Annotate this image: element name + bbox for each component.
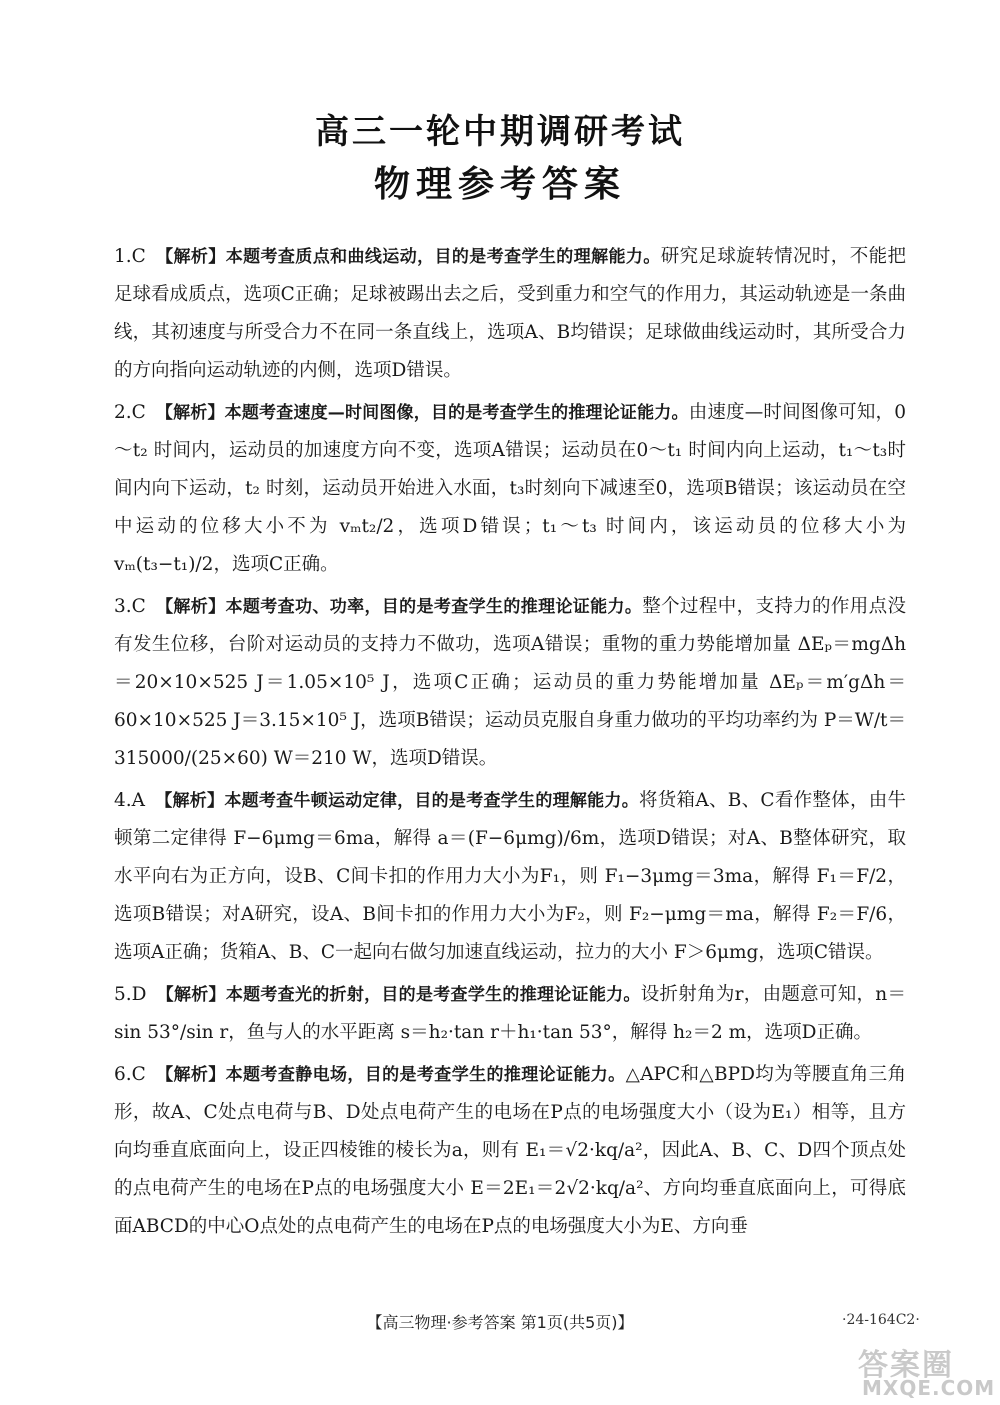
analysis-lead: 本题考查光的折射，目的是考查学生的推理论证能力。 — [225, 985, 641, 1005]
analysis-body: 将货箱A、B、C看作整体，由牛顿第二定律得 F−6μmg＝6ma，解得 a＝(F−6μmg)/6m，选项D错误；对A、B整体研究，取水平向右为正方向，设B、C间卡扣的作用力大小为F₁，则 F₁−3μmg＝3ma，解得 F₁＝F/2，选项B错误；对A研究，设A、B间卡扣的作用力大小为F₂，则 F₂−μmg＝ma，解得 F₂＝F/6，选项A正确；货箱A、B、C一起向右做匀加速直线运动，拉力的大小 F＞6μmg，选项C错误。 — [114, 790, 907, 963]
watermark-logo-text: 答案圈 — [858, 1348, 954, 1383]
analysis-tag: 【解析】 — [155, 791, 225, 811]
analysis-body: △APC和△BPD均为等腰直角三角形，故A、C处点电荷与B、D处点电荷产生的电场在P点的电场强度大小（设为E₁）相等，且方向均垂直底面向上，设正四棱锥的棱长为a，则有 E₁＝√2·kq/a²，因此A、B、C、D四个顶点处的点电荷产生的电场在P点的电场强度大小 E＝2E₁＝2√2·kq/a²、方向均垂直底面向上，可得底面ABCD的中心O点处的点电荷产生的电场在P点的电场强度大小为E、方向垂 — [114, 1064, 907, 1237]
watermark-url: MXQE.COM — [862, 1376, 996, 1400]
answer-number: 6.C — [114, 1064, 146, 1085]
answer-number: 1.C — [114, 246, 146, 267]
analysis-tag: 【解析】 — [156, 247, 226, 267]
watermark — [852, 1340, 996, 1400]
analysis-tag: 【解析】 — [156, 597, 226, 617]
answer-item-2 — [114, 394, 906, 584]
analysis-lead: 本题考查功、功率，目的是考查学生的推理论证能力。 — [225, 597, 643, 617]
answer-number: 4.A — [114, 790, 146, 811]
analysis-lead: 本题考查速度—时间图像，目的是考查学生的推理论证能力。 — [224, 403, 689, 423]
analysis-tag: 【解析】 — [156, 1065, 226, 1085]
analysis-body: 整个过程中，支持力的作用点没有发生位移，台阶对运动员的支持力不做功，选项A错误；重物的重力势能增加量 ΔEₚ＝mgΔh＝20×10×525 J＝1.05×10⁵ J，选项C正确；运动员的重力势能增加量 ΔEₚ＝m′gΔh＝60×10×525 J＝3.15×10⁵ J，选项B错误；运动员克服自身重力做功的平均功率约为 P＝W/t＝315000/(25×60) W＝210 W，选项D错误。 — [114, 596, 906, 769]
answer-number: 5.D — [114, 984, 147, 1005]
answer-item-6 — [114, 1056, 906, 1246]
analysis-tag: 【解析】 — [155, 403, 225, 423]
answer-item-3 — [114, 588, 906, 778]
analysis-lead: 本题考查质点和曲线运动，目的是考查学生的理解能力。 — [225, 247, 661, 267]
page-code: ·24-164C2· — [842, 1312, 920, 1328]
analysis-tag: 【解析】 — [156, 985, 226, 1005]
analysis-lead: 本题考查牛顿运动定律，目的是考查学生的理解能力。 — [224, 791, 639, 811]
page-subtitle: 物理参考答案 — [373, 164, 626, 205]
answer-number: 2.C — [114, 402, 146, 423]
analysis-body: 由速度—时间图像可知，0～t₂ 时间内，运动员的加速度方向不变，选项A错误；运动员在0～t₁ 时间内向上运动，t₁～t₃时间内向下运动，t₂ 时刻，运动员开始进入水面，t₃时刻向下减速至0，选项B错误；该运动员在空中运动的位移大小不为 vₘt₂/2，选项D错误；t₁～t₃ 时间内，该运动员的位移大小为 vₘ(t₃−t₁)/2，选项C正确。 — [114, 402, 907, 575]
answer-item-4 — [114, 782, 906, 972]
page-footer: 【高三物理·参考答案 第1页(共5页)】 — [366, 1313, 634, 1332]
answer-item-5 — [114, 976, 906, 1052]
answer-list — [114, 238, 906, 1250]
analysis-body: 设折射角为r，由题意可知，n＝sin 53°/sin r，鱼与人的水平距离 s＝h₂·tan r＋h₁·tan 53°，解得 h₂＝2 m，选项D正确。 — [114, 984, 907, 1043]
analysis-lead: 本题考查静电场，目的是考查学生的推理论证能力。 — [225, 1065, 626, 1085]
answer-item-1 — [114, 238, 906, 390]
analysis-body: 研究足球旋转情况时，不能把足球看成质点，选项C正确；足球被踢出去之后，受到重力和空气的作用力，其运动轨迹是一条曲线，其初速度与所受合力不在同一条直线上，选项A、B均错误；足球做曲线运动时，其所受合力的方向指向运动轨迹的内侧，选项D错误。 — [114, 246, 906, 381]
page-title: 高三一轮中期调研考试 — [315, 112, 685, 152]
answer-number: 3.C — [114, 596, 146, 617]
